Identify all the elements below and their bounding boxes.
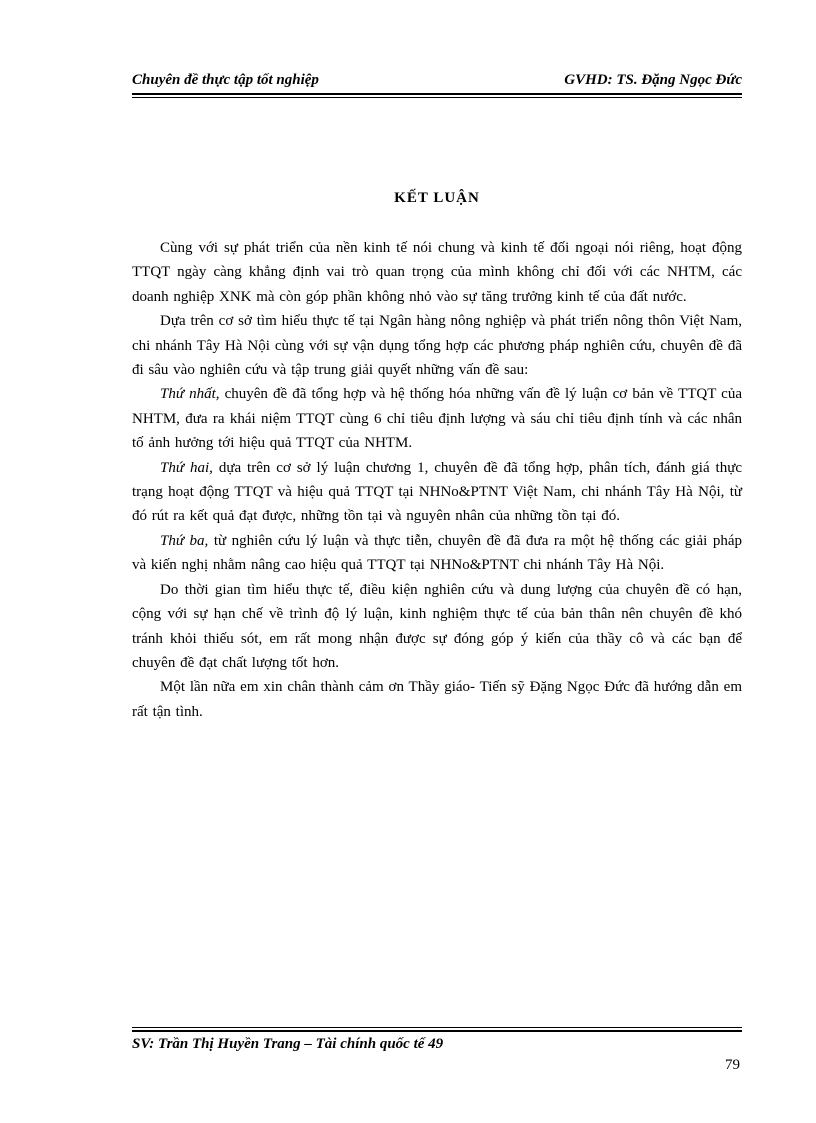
paragraph-lead: Thứ nhất, <box>160 386 220 403</box>
body-text <box>132 236 742 724</box>
paragraph-lead: Thứ ba, <box>160 532 209 549</box>
paragraph: Dựa trên cơ sở tìm hiểu thực tế tại Ngân hàng nông nghiệp và phát triển nông thôn Việt Nam, chi nhánh Tây Hà Nội cùng với sự vận dụng tổng hợp các phương pháp nghiên cứu, chuyên đề đã đi sâu vào nghiên cứu và tập trung giải quyết những vấn đề sau: <box>132 313 742 379</box>
page-footer-author: SV: Trần Thị Huyền Trang – Tài chính quốc tế 49 <box>132 1036 444 1052</box>
footer-rule-thick <box>132 1030 742 1032</box>
paragraph-thu-hai: Thứ hai, dựa trên cơ sở lý luận chương 1, chuyên đề đã tổng hợp, phân tích, đánh giá thực trạng hoạt động TTQT và hiệu quả TTQT tại NHNo&PTNT Việt Nam, chi nhánh Tây Hà Nội, từ đó rút ra kết quả đạt được, những tồn tại và nguyên nhân của những tồn tại đó. <box>132 459 742 525</box>
page-title: KẾT LUẬN <box>394 190 480 206</box>
paragraph-thu-ba: Thứ ba, từ nghiên cứu lý luận và thực tiễn, chuyên đề đã đưa ra một hệ thống các giải pháp và kiến nghị nhằm nâng cao hiệu quả TTQT tại NHNo&PTNT chi nhánh Tây Hà Nội. <box>132 532 742 574</box>
paragraph-thu-nhat: Thứ nhất, chuyên đề đã tổng hợp và hệ thống hóa những vấn đề lý luận cơ bản về TTQT của NHTM, đưa ra khái niệm TTQT cùng 6 chỉ tiêu định lượng và sáu chỉ tiêu định tính và các nhân tố ảnh hưởng tới hiệu quả TTQT của NHTM. <box>132 386 742 452</box>
header-rule-thin <box>132 97 742 98</box>
paragraph: Một lần nữa em xin chân thành cảm ơn Thầy giáo- Tiến sỹ Đặng Ngọc Đức đã hướng dẫn em rất tận tình. <box>132 679 742 720</box>
paragraph: Do thời gian tìm hiểu thực tế, điều kiện nghiên cứu và dung lượng của chuyên đề có hạn, cộng với sự hạn chế về trình độ lý luận, kinh nghiệm thực tế của bản thân nên chuyên đề khó tránh khỏi thiếu sót, em rất mong nhận được sự đóng góp ý kiến của thầy cô và các bạn để chuyên đề đạt chất lượng tốt hơn. <box>132 581 742 671</box>
paragraph: Cùng với sự phát triển của nền kinh tế nói chung và kinh tế đối ngoại nói riêng, hoạt động TTQT ngày càng khẳng định vai trò quan trọng của mình không chỉ đối với các NHTM, các doanh nghiệp XNK mà còn góp phần không nhỏ vào sự tăng trưởng kinh tế của đất nước. <box>132 240 742 305</box>
footer-rule-thin <box>132 1027 742 1028</box>
header-supervisor: GVHD: TS. Đặng Ngọc Đức <box>564 72 742 88</box>
page-number: 79 <box>725 1057 740 1073</box>
paragraph-lead: Thứ hai, <box>160 459 213 476</box>
page-header <box>132 72 742 92</box>
header-rule-thick <box>132 93 742 95</box>
header-document-type: Chuyên đề thực tập tốt nghiệp <box>132 72 319 88</box>
